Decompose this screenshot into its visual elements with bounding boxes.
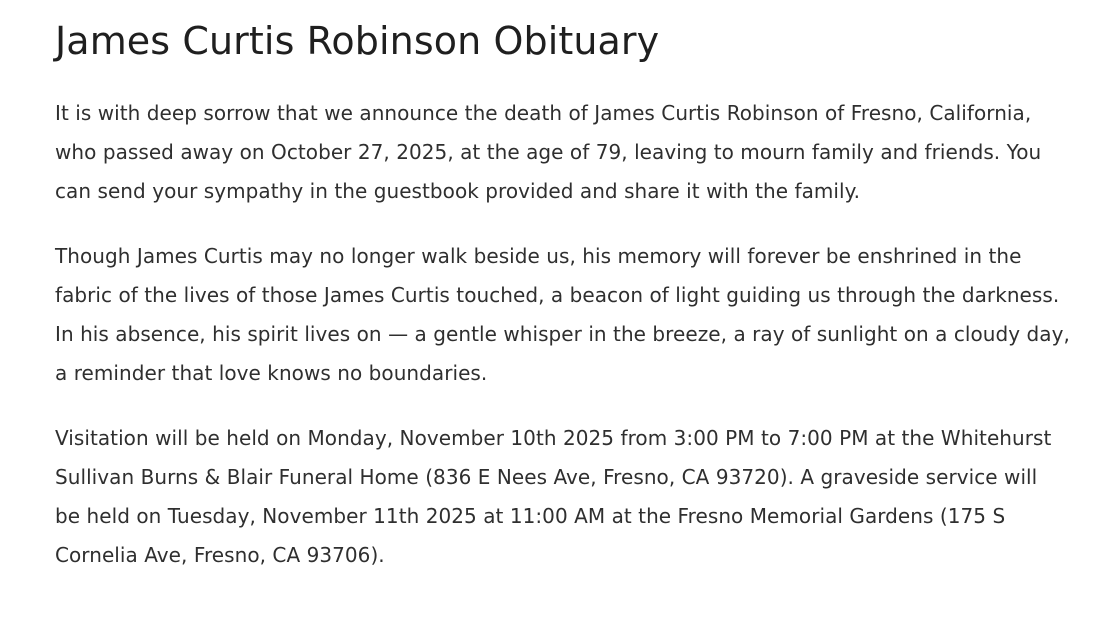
obituary-paragraph-1: It is with deep sorrow that we announce the death of James Curtis Robinson of Fresno, California, who passed away on October 27, 2025, at the age of 79, leaving to mourn family and friends. You can send your sympathy in the guestbook provided and share it with the family.: [55, 100, 1042, 203]
obituary-paragraph-3: Visitation will be held on Monday, November 10th 2025 from 3:00 PM to 7:00 PM at the Whitehurst Sullivan Burns & Blair Funeral Home (836 E Nees Ave, Fresno, CA 93720). A graveside service will be held on Tuesday, November 11th 2025 at 11:00 AM at the Fresno Memorial Gardens (175 S Cornelia Ave, Fresno, CA 93706).: [55, 425, 1052, 567]
page-title: James Curtis Robinson Obituary: [55, 19, 660, 63]
obituary-paragraph-2: Though James Curtis may no longer walk beside us, his memory will forever be enshrined in the fabric of the lives of those James Curtis touched, a beacon of light guiding us through the darkness. In his absence, his spirit lives on — a gentle whisper in the breeze, a ray of sunlight on a cloudy day, a reminder that love knows no boundaries.: [55, 243, 1070, 385]
